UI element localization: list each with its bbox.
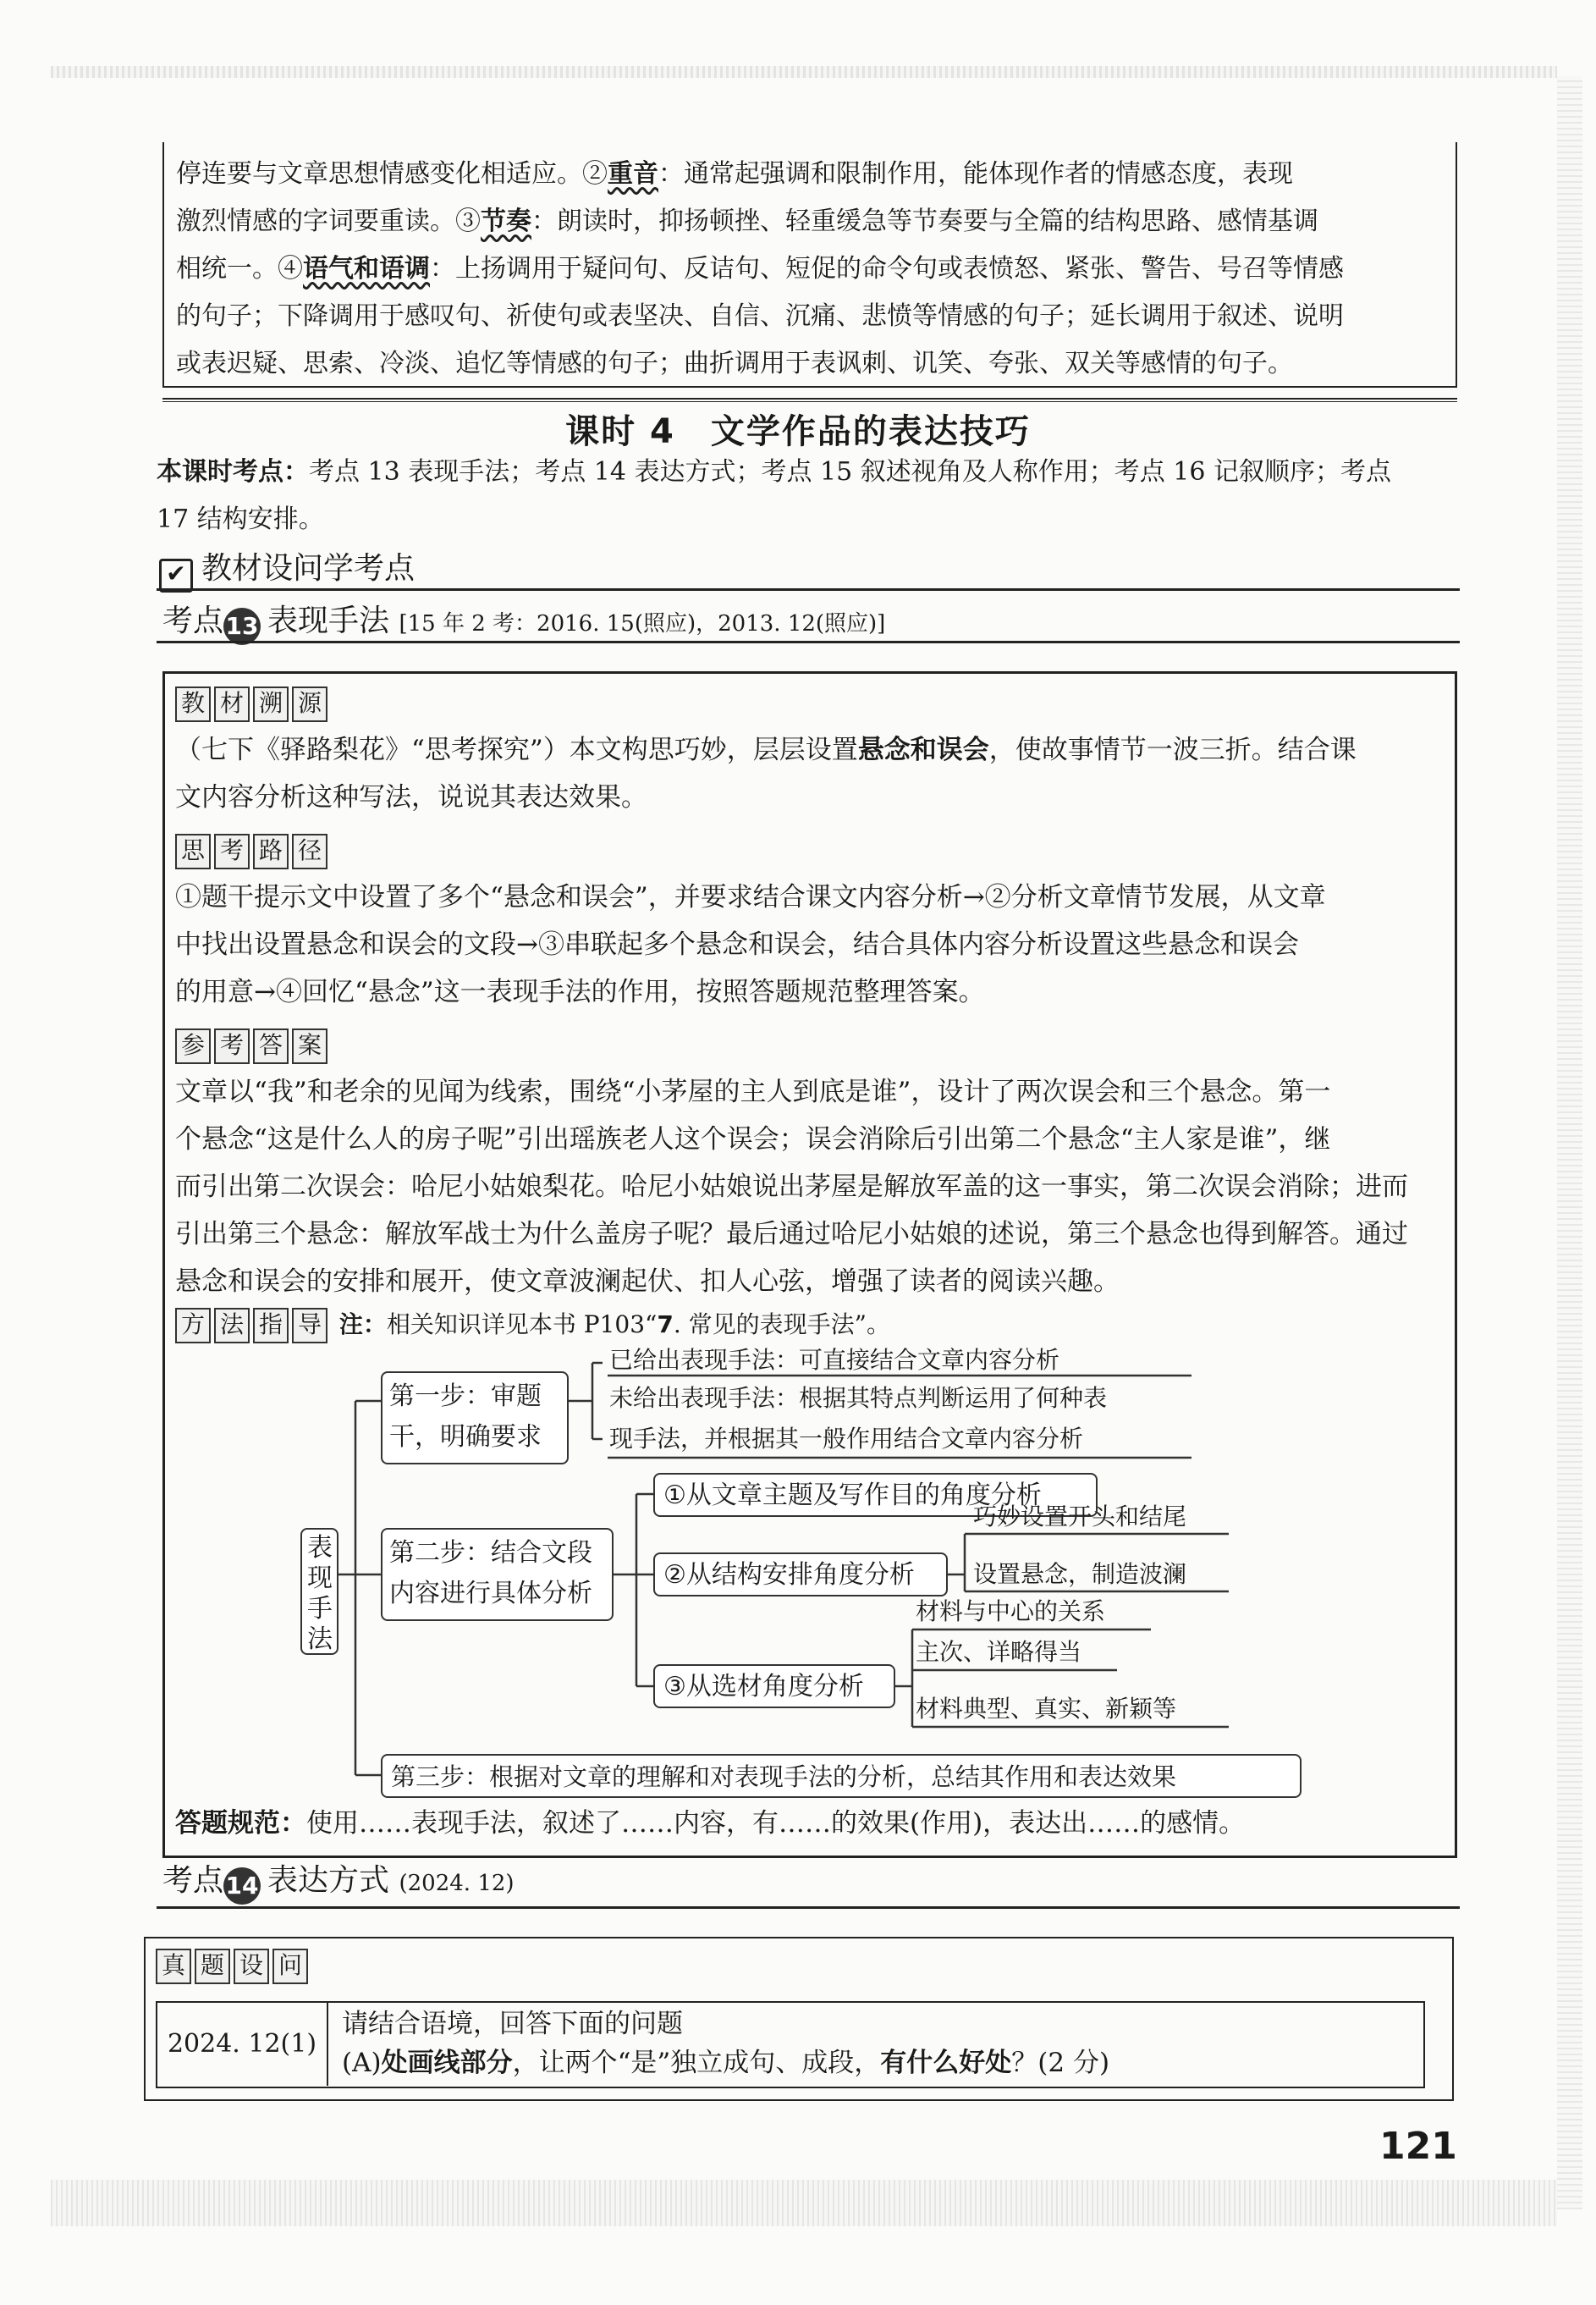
- scan-edge-bottom: [51, 2180, 1557, 2226]
- real-question-box: [144, 1937, 1454, 2101]
- angle3-leaf-1: 材料与中心的关系: [916, 1597, 1106, 1625]
- answer-block: 参 考 答 案 文章以“我”和老余的见闻为线索，围绕“小茅屋的主人到底是谁”，设计了两次误会和三个悬念。第一 个悬念“这是什么人的房子呢”引出瑶族老人这个误会；误会消除后引出第二个悬念“主人家是谁”，继 而引出第二次误会：哈尼小姑娘梨花。哈尼小姑娘说出茅屋是解放军盖的这一事实，第二次误会消除；进而 引出第三个悬念：解放军战士为什么盖房子呢？最后通过哈尼小姑娘的述说，第三个悬念也得到解答。通过 悬念和误会的安排和展开，使文章波澜起伏、扣人心弦，增强了读者的阅读兴趣。: [175, 1021, 1445, 1305]
- kaodian-14-heading: 考点14 表达方式 (2024. 12): [162, 1856, 515, 1905]
- number-badge-icon: 13: [223, 608, 261, 645]
- kaodian-14-rule: [157, 1906, 1460, 1909]
- tag-path: 思 考 路 径: [175, 834, 331, 869]
- tag-method: 方 法 指 导: [175, 1308, 331, 1343]
- reading-tips-box: [162, 142, 1457, 388]
- mindmap-step-3: 第三步：根据对文章的理解和对表现手法的分析，总结其作用和表达效果: [381, 1754, 1302, 1798]
- question-year: 2024. 12(1): [157, 2003, 328, 2086]
- tips-line-4: 的句子；下降调用于感叹句、祈使句或表坚决、自信、沉痛、悲愤等情感的句子；延长调用于叙述、说明: [176, 301, 1344, 331]
- angle-1: ①从文章主题及写作目的角度分析: [653, 1473, 1098, 1517]
- tag-source: 教 材 溯 源: [175, 687, 331, 722]
- section-heading: ✔ 教材设问学考点: [159, 544, 415, 593]
- source-block: 教 材 溯 源 （七下《驿路梨花》“思考探究”）本文构思巧妙，层层设置悬念和误会，使故事情节一波三折。结合课 文内容分析这种写法，说说其表达效果。: [175, 679, 1445, 821]
- question-text: 请结合语境，回答下面的问题 (A)处画线部分，让两个“是”独立成句、成段，有什么好处？(2 分): [342, 2009, 1110, 2078]
- angle2-leaf-1: 巧妙设置开头和结尾: [973, 1503, 1187, 1530]
- lesson-title: 课时 4 文学作品的表达技巧: [565, 412, 1031, 451]
- scan-edge-right: [1557, 76, 1582, 2209]
- check-icon: ✔: [159, 559, 193, 593]
- number-badge-icon: 14: [223, 1867, 261, 1905]
- angle-3: ③从选材角度分析: [653, 1664, 895, 1708]
- tips-line-5: 或表迟疑、思索、冷淡、追忆等情感的句子；曲折调用于表讽刺、讥笑、夸张、双关等感情的句子。: [176, 349, 1293, 378]
- lesson-rule: [162, 398, 1457, 400]
- page-number: 121: [1379, 2125, 1457, 2168]
- kaodian-rule: [157, 641, 1460, 643]
- angle2-leaf-2: 设置悬念，制造波澜: [973, 1560, 1187, 1588]
- kaodian-13-heading: 考点13 表现手法 [15 年 2 考：2016. 15(照应)，2013. 12(照应)]: [162, 597, 885, 645]
- real-question-table: [156, 2001, 1425, 2088]
- mindmap-step-2: 第二步：结合文段内容进行具体分析: [381, 1528, 614, 1621]
- step1-leaf-1: 已给出表现手法：可直接结合文章内容分析: [609, 1346, 1060, 1374]
- tips-line-1: 停连要与文章思想情感变化相适应。②重音：通常起强调和限制作用，能体现作者的情感态度，表现: [176, 159, 1293, 189]
- tips-line-3: 相统一。④语气和语调：上扬调用于疑问句、反诘句、短促的命令句或表愤怒、紧张、警告、号召等情感: [176, 254, 1344, 284]
- scan-edge-top: [51, 66, 1557, 78]
- path-block: 思 考 路 径 ①题干提示文中设置了多个“悬念和误会”，并要求结合课文内容分析→②分析文章情节发展，从文章 中找出设置悬念和误会的文段→③串联起多个悬念和误会，结合具体内容分析设置这些悬念和误会 的用意→④回忆“悬念”这一表现手法的作用，按照答题规范整理答案。: [175, 826, 1445, 1016]
- angle3-leaf-3: 材料典型、真实、新颖等: [916, 1695, 1177, 1723]
- section-rule: [157, 588, 1460, 591]
- lesson-rule-thin: [162, 401, 1457, 402]
- angle-2: ②从结构安排角度分析: [653, 1552, 948, 1596]
- tips-line-2: 激烈情感的字词要重读。③节奏：朗读时，抑扬顿挫、轻重缓急等节奏要与全篇的结构思路、感情基调: [176, 207, 1318, 236]
- answer-norm: 答题规范：使用……表现手法，叙述了……内容，有……的效果(作用)，表达出……的感情。: [175, 1808, 1246, 1839]
- mindmap-step-1: 第一步：审题干，明确要求: [381, 1371, 569, 1464]
- tag-answer: 参 考 答 案: [175, 1028, 331, 1064]
- lesson-kaodian: 本课时考点：考点 13 表现手法；考点 14 表达方式；考点 15 叙述视角及人称作用；考点 16 记叙顺序；考点 17 结构安排。: [157, 457, 1391, 534]
- method-block: 方 法 指 导 注：相关知识详见本书 P103“7. 常见的表现手法”。: [175, 1300, 1445, 1348]
- mindmap-root: 表现手法: [300, 1528, 338, 1655]
- angle3-leaf-2: 主次、详略得当: [916, 1638, 1082, 1666]
- step1-leaf-2a: 未给出表现手法：根据其特点判断运用了何种表: [609, 1384, 1108, 1412]
- tag-real-question: 真 题 设 问: [156, 1949, 311, 1984]
- step1-leaf-2b: 现手法，并根据其一般作用结合文章内容分析: [609, 1425, 1084, 1453]
